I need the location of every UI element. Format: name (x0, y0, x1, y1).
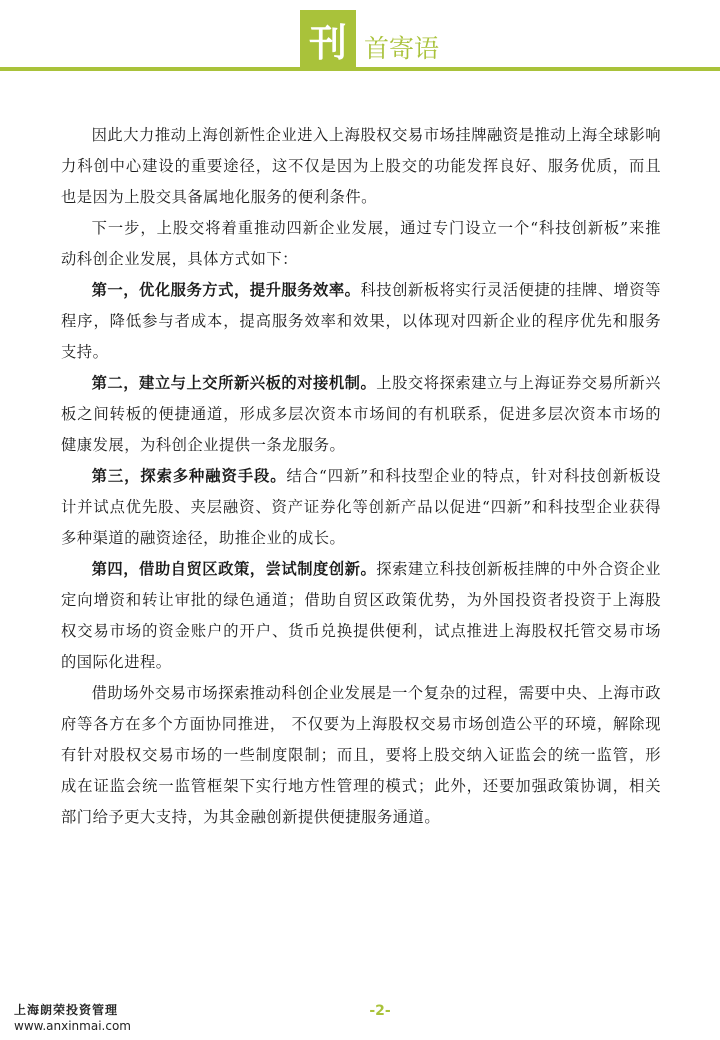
article-body (61, 120, 661, 833)
paragraph-text: 结合“四新”和科技型企业的特点，针对科技创新板设计并试点优先股、夹层融资、资产证券化等创新产品以促进“四新”和科技型企业获得多种渠道的融资途径，助推企业的成长。 (61, 467, 661, 547)
paragraph-text: 下一步，上股交将着重推动四新企业发展，通过专门设立一个“科技创新板”来推动科创企业发展，具体方式如下： (61, 219, 661, 268)
section-title: 首寄语 (364, 34, 440, 63)
paragraph-text: 探索建立科技创新板挂牌的中外合资企业定向增资和转让审批的绿色通道；借助自贸区政策优势，为外国投资者投资于上海股权交易市场的资金账户的开户、货币兑换提供便利，试点推进上海股权托管交易市场的国际化进程。 (61, 560, 661, 671)
paragraph-lead: 第三，探索多种融资手段。 (91, 467, 287, 485)
paragraph-lead: 第四，借助自贸区政策，尝试制度创新。 (91, 560, 377, 578)
paragraph-text: 借助场外交易市场探索推动科创企业发展是一个复杂的过程，需要中央、上海市政府等各方在多个方面协同推进， 不仅要为上海股权交易市场创造公平的环境，解除现有针对股权交易市场的一些制度限制；而且，要将上股交纳入证监会的统一监管，形成在证监会统一监管框架下实行地方性管理的模式；此外，还要加强政策协调，相关部门给予更大支持，为其金融创新提供便捷服务通道。 (61, 684, 661, 826)
footer-website: www.anxinmai.com (14, 1019, 131, 1033)
paragraph (61, 213, 661, 275)
paragraph-text: 科技创新板将实行灵活便捷的挂牌、增资等程序，降低参与者成本，提高服务效率和效果，以体现对四新企业的程序优先和服务支持。 (61, 281, 661, 361)
paragraph-lead: 第一，优化服务方式，提升服务效率。 (91, 281, 361, 299)
paragraph (61, 120, 661, 213)
header-divider (0, 67, 720, 71)
paragraph (61, 368, 661, 461)
paragraph (61, 275, 661, 368)
paragraph-text: 上股交将探索建立与上海证券交易所新兴板之间转板的便捷通道，形成多层次资本市场间的有机联系，促进多层次资本市场的健康发展，为科创企业提供一条龙服务。 (61, 374, 661, 454)
paragraph (61, 461, 661, 554)
section-badge: 刊 (300, 10, 356, 68)
paragraph (61, 554, 661, 678)
page-number: -2- (369, 1003, 391, 1019)
paragraph (61, 678, 661, 833)
paragraph-lead: 第二，建立与上交所新兴板的对接机制。 (91, 374, 377, 392)
paragraph-text: 因此大力推动上海创新性企业进入上海股权交易市场挂牌融资是推动上海全球影响力科创中心建设的重要途径，这不仅是因为上股交的功能发挥良好、服务优质，而且也是因为上股交具备属地化服务的便利条件。 (61, 126, 661, 206)
footer-company-name: 上海朗荣投资管理 (14, 1003, 119, 1017)
